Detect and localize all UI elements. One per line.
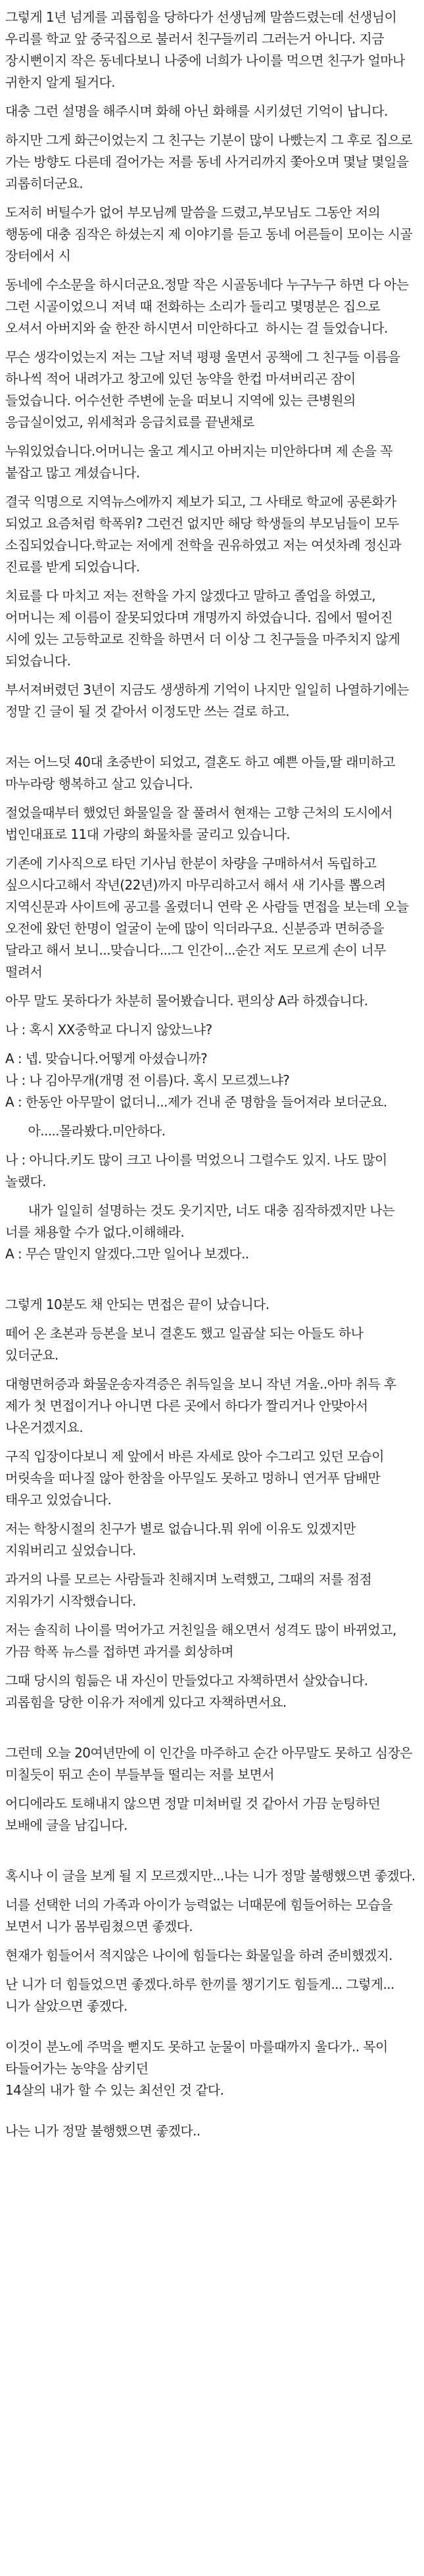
post-paragraph: 나 : 아니다.키도 많이 크고 나이를 먹었으니 그럴수도 있지. 나도 많이 놀랬다. xyxy=(5,1152,391,1189)
post-paragraph: 구직 입장이다보니 제 앞에서 바른 자세로 앉아 수그리고 있던 모습이 머릿속을 떠나질 않아 한참을 아무일도 못하고 멍하니 연거푸 담배만 태우고 있었습니다. xyxy=(5,1448,388,1508)
post-paragraph: 너를 선택한 너의 가족과 아이가 능력없는 너때문에 힘들어하는 모습을 보면서 니가 몸부림쳤으면 좋겠다. xyxy=(5,1897,396,1934)
post-paragraph: 그렇게 10분도 채 안되는 면접은 끝이 났습니다. xyxy=(5,1297,270,1312)
post-paragraph: 부서져버렸던 3년이 지금도 생생하게 기억이 나지만 일일히 나열하기에는 정말 긴 글이 될 것 같아서 이정도만 쓰는 걸로 하고. xyxy=(5,682,413,719)
paragraph-spacer xyxy=(5,1844,419,1865)
paragraph-spacer xyxy=(5,2024,419,2036)
post-paragraph: 대충 그런 설명을 해주시며 화해 아닌 화해를 시키셨던 기억이 납니다. xyxy=(5,103,388,119)
paragraph-spacer xyxy=(5,1721,419,1742)
post-paragraph: 난 니가 더 힘들었으면 좋겠다.하루 한끼를 챙기기도 힘들게... 그렇게...니가 살았으면 좋겠다. xyxy=(5,1976,394,2014)
post-paragraph: 결국 익명으로 지역뉴스에까지 제보가 되고, 그 사태로 학교에 공론화가 되었고 요즘처럼 학폭위? 그런건 없지만 해당 학생들의 부모님들이 모두 소집되었습니다.학교는 저에게 전학을 권유하였고 저는 여섯차례 정신과 진료를 받게 되었습니다. xyxy=(5,494,405,575)
post-paragraph: 기존에 기사직으로 타던 기사님 한분이 차량을 구매하셔서 독립하고 싶으시다고해서 작년(22년)까지 마무리하고서 해서 새 기사를 뽑으려 지역신문과 사이트에 공고를 올렸더니 연락 온 사람들 면접을 보는데 오늘 오전에 왔던 한명이 얼굴이 눈에 많이 익더라구요. 신분증과 면허증을 달라고 해서 보니...맞습니다...그 인간이...순간 저도 모르게 손이 너무 떨려서 xyxy=(5,855,413,980)
post-paragraph: A : 넵. 맞습니다.어떻게 아셨습니까? 나 : 나 김아무개(개명 전 이름)다. 혹시 모르겠느냐? A : 한동안 아무말이 없더니...제가 건내 준 명함을 들어져라 보더군요. xyxy=(5,1051,387,1110)
post-paragraph: 저는 솔직히 나이를 먹어가고 거친일을 해오면서 성격도 많이 바뀌었고,가끔 학폭 뉴스를 접하면 과거를 회상하며 xyxy=(5,1622,396,1659)
post-paragraph: 이것이 분노에 주먹을 뻗지도 못하고 눈물이 마를때까지 울다가.. 목이 타들어가는 농약을 삼키던 14살의 내가 할 수 있는 최선인 것 같다. xyxy=(5,2039,388,2098)
post-paragraph: 어디에라도 토해내지 않으면 정말 미쳐버릴 것 같아서 가끔 눈팅하던 보배에 글을 남깁니다. xyxy=(5,1796,384,1833)
post-paragraph: 아무 말도 못하다가 차분히 물어봤습니다. 편의상 A라 하겠습니다. xyxy=(5,993,368,1009)
post-paragraph: 치료를 다 마치고 저는 전학을 가지 않겠다고 말하고 졸업을 하였고,어머니는 제 이름이 잘못되었다며 개명까지 하였습니다. 집에서 떨어진 시에 있는 고등학교로 진학을 하면서 더 이상 그 친구들을 마주치지 않게 되었습니다. xyxy=(5,588,404,669)
post-paragraph: 떼어 온 초본과 등본을 보니 결혼도 했고 일곱살 되는 아들도 하나 있더군요. xyxy=(5,1325,367,1363)
post-paragraph: 나 : 혹시 XX중학교 다니지 않았느냐? xyxy=(5,1022,212,1038)
paragraph-spacer xyxy=(5,2109,419,2120)
post-paragraph: 혹시나 이 글을 보게 될 지 모르겠지만...나는 니가 정말 불행했으면 좋겠다. xyxy=(5,1868,415,1884)
post-paragraph: 도저히 버틸수가 없어 부모님께 말씀을 드렸고,부모님도 그동안 저의 행동에 대충 짐작은 하셨는지 제 이야기를 듣고 동네 어른들이 모이는 시골 장터에서 시 xyxy=(5,204,416,264)
post-paragraph: 내가 일일히 설명하는 것도 웃기지만, 너도 대충 짐작하겠지만 나는 너를 채용할 수가 없다.이해해라. A : 무슨 말인지 알겠다.그만 일어나 보겠다.. xyxy=(5,1203,394,1262)
post-paragraph: 대형면허증과 화물운송자격증은 취득일을 보니 작년 겨울..아마 취득 후 제가 첫 면접이거나 아니면 다른 곳에서 하다가 짤리거나 안맞아서 나온거겠지요. xyxy=(5,1376,400,1435)
post-paragraph: 동네에 수소문을 하시더군요.정말 작은 시골동네다 누구누구 하면 다 아는 그런 시골이었으니 저녁 때 전화하는 소리가 들리고 몇명분은 집으로 오셔서 아버지와 술 한잔 하시면서 미안하다고 하시는 걸 들었습니다. xyxy=(5,277,413,336)
post-paragraph: 하지만 그게 화근이었는지 그 친구는 기분이 많이 나빴는지 그 후로 집으로 가는 방향도 다른데 걸어가는 저를 동네 사거리까지 쫓아오며 몇날 몇일을 괴롭히더군요. xyxy=(5,132,416,191)
post-paragraph: 그런데 오늘 20여년만에 이 인간을 마주하고 순간 아무말도 못하고 심장은 미칠듯이 뛰고 손이 부들부들 떨리는 저를 보면서 xyxy=(5,1745,416,1782)
post-paragraph: 현재가 힘들어서 적지않은 나이에 힘들다는 화물일을 하려 준비했겠지. xyxy=(5,1947,392,1963)
post-paragraph: 그때 당시의 힘듦은 내 자신이 만들었다고 자책하면서 살았습니다. 괴롭힘을 당한 이유가 저에게 있다고 자책하면서요. xyxy=(5,1673,372,1710)
post-paragraph: 저는 어느덧 40대 초중반이 되었고, 결혼도 하고 예쁜 아들,딸 래미하고 마누라랑 행복하고 살고 있습니다. xyxy=(5,754,399,792)
post-paragraph: 아.....몰라봤다.미안하다. xyxy=(5,1123,166,1139)
post-paragraph: 나는 니가 정말 불행했으면 좋겠다.. xyxy=(5,2123,200,2139)
post-paragraph: 과거의 나를 모르는 사람들과 친해지며 노력했고, 그때의 저를 점점 지워가기 시작했습니다. xyxy=(5,1571,376,1609)
paragraph-spacer xyxy=(5,1272,419,1294)
post-paragraph: 누워있었습니다.어머니는 울고 계시고 아버지는 미안하다며 제 손을 꼭 붙잡고 많고 계셨습니다. xyxy=(5,443,396,481)
post-paragraph: 그렇게 1년 넘게를 괴롭힘을 당하다가 선생님께 말씀드렸는데 선생님이 우리를 학교 앞 중국집으로 불러서 친구들끼리 그러는거 아니다. 지금 장시뻔이지 작은 동네다보니 나중에 너희가 나이를 먹으면 친구가 얼마나 귀한지 알게 될거다. xyxy=(5,9,409,90)
paragraph-spacer xyxy=(5,730,419,751)
post-paragraph: 절었을때부터 했었던 화물일을 잘 풀려서 현재는 고향 근처의 도시에서 법인대표로 11대 가량의 화물차를 굴리고 있습니다. xyxy=(5,805,396,842)
post-paragraph: 저는 학창시절의 친구가 별로 없습니다.뭐 위에 이유도 있겠지만 지워버리고 싶었습니다. xyxy=(5,1521,360,1558)
post-paragraph: 무슨 생각이었는지 저는 그날 저녁 평평 울면서 공책에 그 친구들 이름을 하나씩 적어 내려가고 창고에 있던 농약을 한컵 마셔버리곤 잠이 들었습니다. 어수선한 주변에 눈을 떠보니 지역에 있는 큰병원의 응급실이었고, 위세척과 응급치료를 끝낸채로 xyxy=(5,349,404,430)
